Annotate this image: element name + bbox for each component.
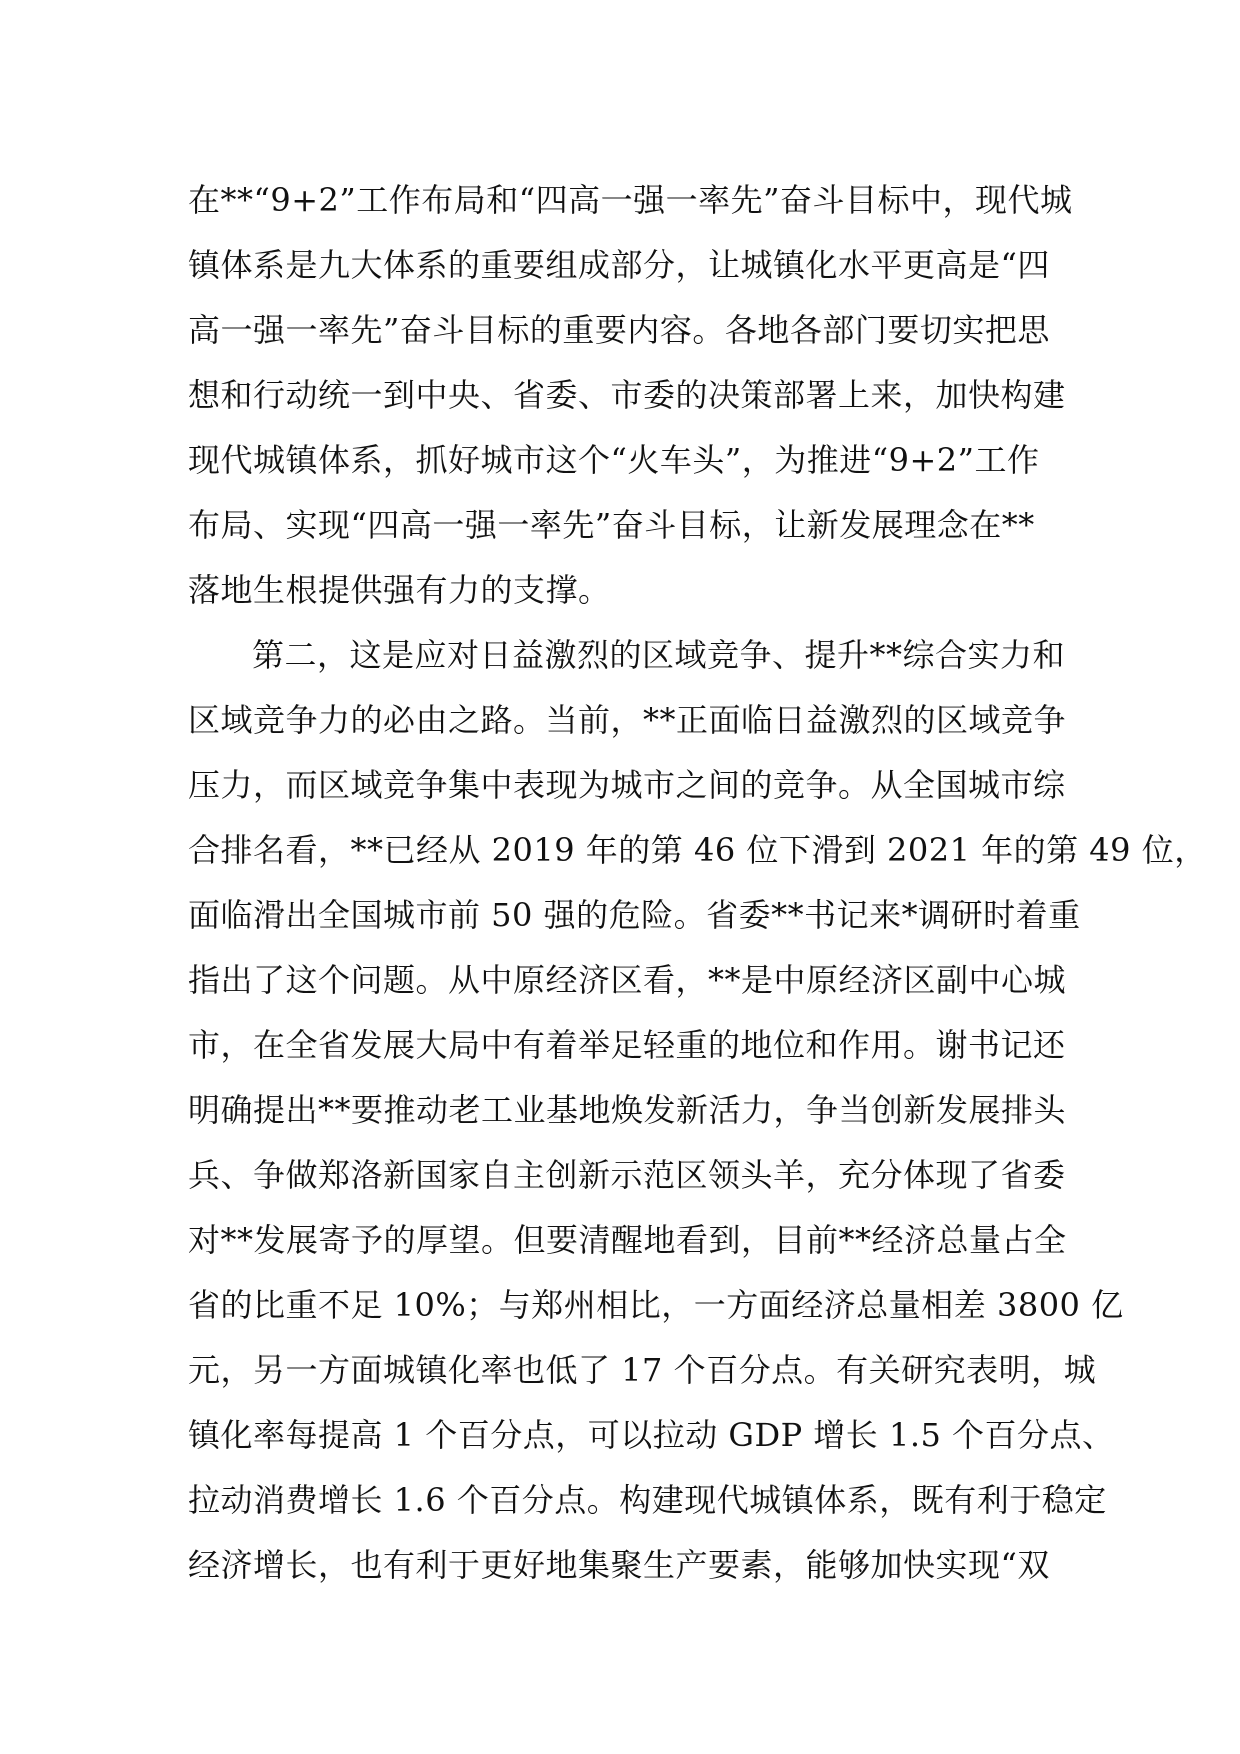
text-line: 区域竞争力的必由之路。当前，**正面临日益激烈的区域竞争	[188, 701, 1067, 739]
text-line: 经济增长，也有利于更好地集聚生产要素，能够加快实现“双	[188, 1546, 1050, 1584]
text-line: 镇体系是九大体系的重要组成部分，让城镇化水平更高是“四	[188, 246, 1050, 284]
text-line: 现代城镇体系，抓好城市这个“火车头”，为推进“9+2”工作	[188, 441, 1040, 479]
paragraph-start-line: 第二，这是应对日益激烈的区域竞争、提升**综合实力和	[252, 636, 1066, 674]
text-line: 对**发展寄予的厚望。但要清醒地看到，目前**经济总量占全	[188, 1221, 1067, 1259]
text-line: 在**“9+2”工作布局和“四高一强一率先”奋斗目标中，现代城	[188, 181, 1073, 219]
text-line: 市，在全省发展大局中有着举足轻重的地位和作用。谢书记还	[188, 1026, 1066, 1064]
text-line: 明确提出**要推动老工业基地焕发新活力，争当创新发展排头	[188, 1091, 1067, 1129]
text-line: 合排名看，**已经从 2019 年的第 46 位下滑到 2021 年的第 49 位，	[188, 831, 1207, 869]
document-body	[188, 168, 1207, 1598]
text-line: 高一强一率先”奋斗目标的重要内容。各地各部门要切实把思	[188, 311, 1050, 349]
text-line: 兵、争做郑洛新国家自主创新示范区领头羊，充分体现了省委	[188, 1156, 1066, 1194]
text-line: 落地生根提供强有力的支撑。	[188, 571, 611, 609]
text-line: 元，另一方面城镇化率也低了 17 个百分点。有关研究表明，城	[188, 1351, 1097, 1389]
text-line: 省的比重不足 10%；与郑州相比，一方面经济总量相差 3800 亿	[188, 1286, 1124, 1324]
text-line: 布局、实现“四高一强一率先”奋斗目标，让新发展理念在**	[188, 506, 1035, 544]
text-line: 镇化率每提高 1 个百分点，可以拉动 GDP 增长 1.5 个百分点、	[188, 1416, 1115, 1454]
text-line: 指出了这个问题。从中原经济区看，**是中原经济区副中心城	[188, 961, 1067, 999]
text-line: 拉动消费增长 1.6 个百分点。构建现代城镇体系，既有利于稳定	[188, 1481, 1107, 1519]
text-line: 压力，而区域竞争集中表现为城市之间的竞争。从全国城市综	[188, 766, 1066, 804]
text-line: 想和行动统一到中央、省委、市委的决策部署上来，加快构建	[188, 376, 1066, 414]
text-line: 面临滑出全国城市前 50 强的危险。省委**书记来*调研时着重	[188, 896, 1081, 934]
